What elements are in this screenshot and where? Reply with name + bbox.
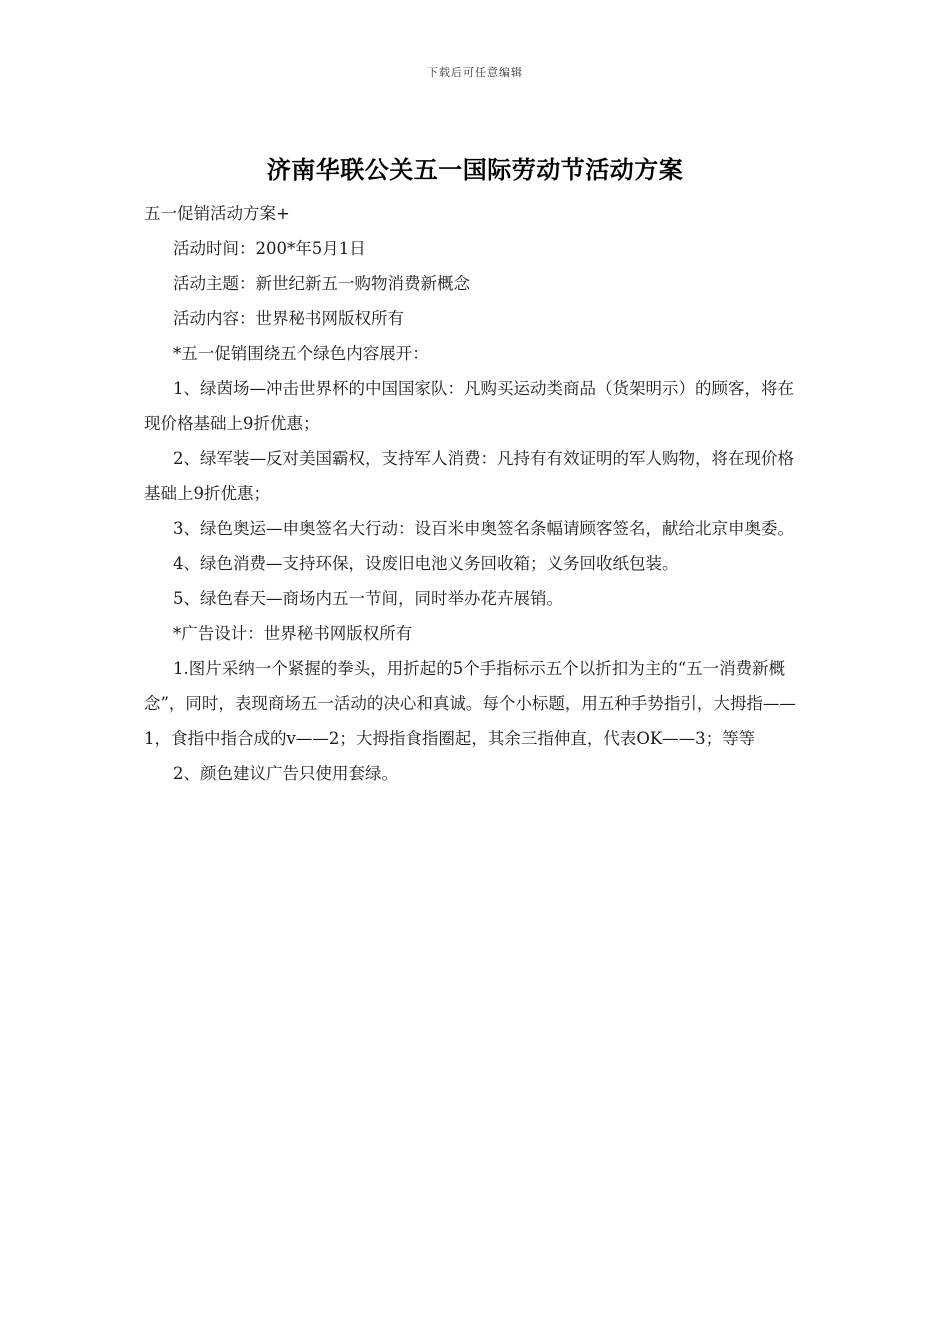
paragraph-time: 活动时间：200*年5月1日: [173, 239, 366, 258]
paragraph-item-2: 2、绿军装—反对美国霸权，支持军人消费：凡持有有效证明的军人购物，将在现价格基础上9折优惠；: [144, 449, 794, 503]
paragraph-item-3: 3、绿色奥运—申奥签名大行动：设百米申奥签名条幅请顾客签名，献给北京申奥委。: [173, 519, 794, 538]
header-note: 下载后可任意编辑: [427, 66, 523, 79]
paragraph-ad-2: 2、颜色建议广告只使用套绿。: [173, 764, 398, 783]
paragraph-item-1: 1、绿茵场—冲击世界杯的中国国家队：凡购买运动类商品（货架明示）的顾客，将在现价格基础上9折优惠；: [144, 379, 794, 433]
paragraph-ad-1: 1.图片采纳一个紧握的拳头，用折起的5个手指标示五个以折扣为主的“五一消费新概念”，同时，表现商场五一活动的决心和真诚。每个小标题，用五种手势指引，大拇指——1，食指中指合成的v——2；大拇指食指圈起，其余三指伸直，代表OK——3；等等: [144, 659, 796, 748]
paragraph-item-4: 4、绿色消费—支持环保，设废旧电池义务回收箱；义务回收纸包装。: [173, 554, 679, 573]
document-title: 济南华联公关五一国际劳动节活动方案: [266, 155, 684, 184]
paragraph-ad-heading: *广告设计：世界秘书网版权所有: [173, 624, 413, 643]
paragraph-green-heading: *五一促销围绕五个绿色内容展开：: [173, 344, 429, 363]
paragraph-theme: 活动主题：新世纪新五一购物消费新概念: [173, 274, 470, 293]
paragraph-content: 活动内容：世界秘书网版权所有: [173, 309, 404, 328]
document-body: [144, 196, 808, 791]
paragraph-item-5: 5、绿色春天—商场内五一节间，同时举办花卉展销。: [173, 589, 563, 608]
paragraph-intro: 五一促销活动方案+: [144, 204, 290, 223]
